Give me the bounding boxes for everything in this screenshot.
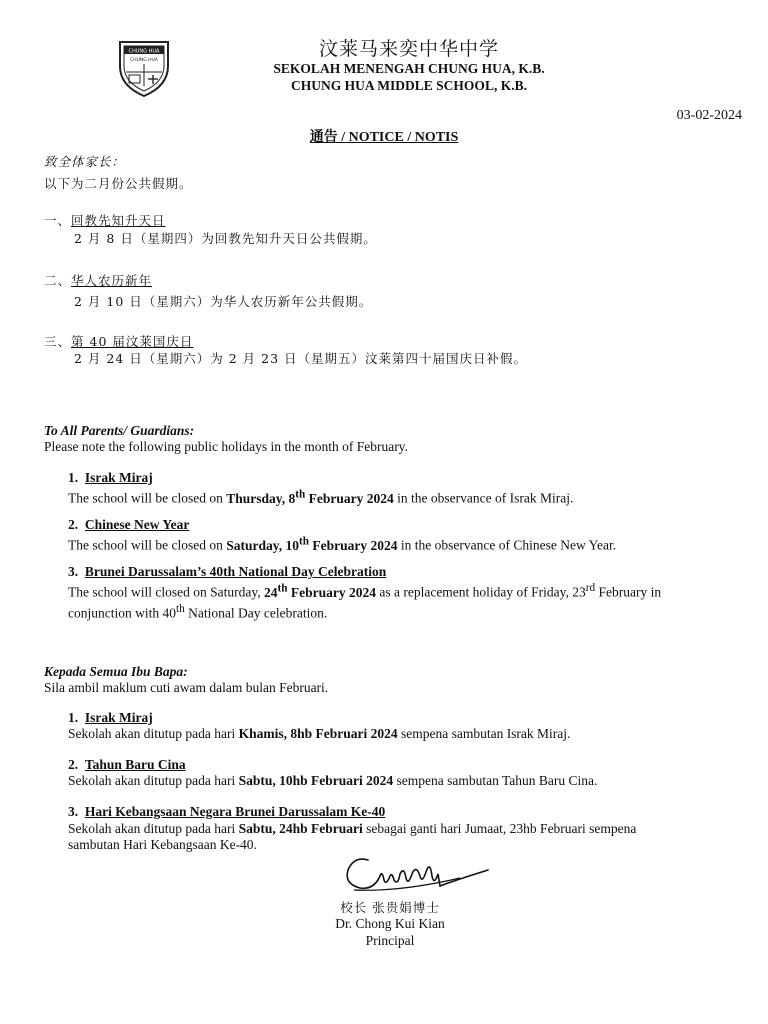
notice-date: 03-02-2024 xyxy=(676,108,742,123)
malay-item-2-body: Sekolah akan ditutup pada hari Sabtu, 10hb Februari 2024 sempena sambutan Tahun Baru Cina. xyxy=(68,773,598,788)
english-item-3-title: 3. Brunei Darussalam’s 40th National Day Celebration xyxy=(68,564,387,579)
malay-item-1-title: 1. Israk Miraj xyxy=(68,710,153,725)
chinese-item-1-title: 一、回教先知升天日 xyxy=(44,213,166,228)
school-name-english: CHUNG HUA MIDDLE SCHOOL, K.B. xyxy=(291,78,527,93)
chinese-item-2-title: 二、华人农历新年 xyxy=(44,273,153,288)
chinese-item-3-title: 三、第 40 届汶莱国庆日 xyxy=(44,334,194,349)
chinese-item-1-body: 2 月 8 日（星期四）为回教先知升天日公共假期。 xyxy=(74,231,377,246)
svg-text:CHUNG HUA: CHUNG HUA xyxy=(128,48,160,55)
english-salutation: To All Parents/ Guardians: xyxy=(44,423,195,438)
chinese-item-3-body: 2 月 24 日（星期六）为 2 月 23 日（星期五）汶莱第四十届国庆日补假。 xyxy=(74,351,528,366)
malay-item-2-title: 2. Tahun Baru Cina xyxy=(68,757,186,772)
malay-salutation: Kepada Semua Ibu Bapa: xyxy=(44,664,188,679)
malay-item-3-body: Sekolah akan ditutup pada hari Sabtu, 24hb Februari sebagai ganti hari Jumaat, 23hb Februari sempena sambutan Hari Kebangsaan Ke-40. xyxy=(68,821,637,852)
school-name-chinese: 汶莱马来奕中华中学 xyxy=(318,38,499,60)
principal-signature xyxy=(340,846,490,898)
chinese-salutation: 致全体家长： xyxy=(44,154,126,169)
notice-title: 通告 / NOTICE / NOTIS xyxy=(309,130,459,145)
malay-item-1-body: Sekolah akan ditutup pada hari Khamis, 8hb Februari 2024 sempena sambutan Israk Miraj. xyxy=(68,726,571,741)
english-item-1-title: 1. Israk Miraj xyxy=(68,470,153,485)
english-item-2-body: The school will be closed on Saturday, 10th February 2024 in the observance of Chinese New Year. xyxy=(68,535,617,553)
english-intro: Please note the following public holidays in the month of February. xyxy=(44,439,408,454)
principal-name: Dr. Chong Kui Kian xyxy=(335,916,445,931)
principal-title-chinese: 校长 张贵娟博士 xyxy=(340,900,440,915)
chinese-intro: 以下为二月份公共假期。 xyxy=(44,176,193,191)
english-item-1-body: The school will be closed on Thursday, 8th February 2024 in the observance of Israk Miraj. xyxy=(68,488,574,506)
svg-text:CHUNG HUA: CHUNG HUA xyxy=(130,58,158,63)
english-item-3-body: The school will closed on Saturday, 24th February 2024 as a replacement holiday of Friday, 23rd February in conjunction with 40th National Day celebration. xyxy=(68,582,662,620)
chinese-item-2-body: 2 月 10 日（星期六）为华人农历新年公共假期。 xyxy=(74,294,373,309)
malay-item-3-title: 3. Hari Kebangsaan Negara Brunei Darussalam Ke-40 xyxy=(68,804,386,819)
principal-role: Principal xyxy=(365,933,415,948)
school-name-malay: SEKOLAH MENENGAH CHUNG HUA, K.B. xyxy=(273,61,545,76)
malay-intro: Sila ambil maklum cuti awam dalam bulan Februari. xyxy=(44,680,329,695)
english-item-2-title: 2. Chinese New Year xyxy=(68,517,190,532)
